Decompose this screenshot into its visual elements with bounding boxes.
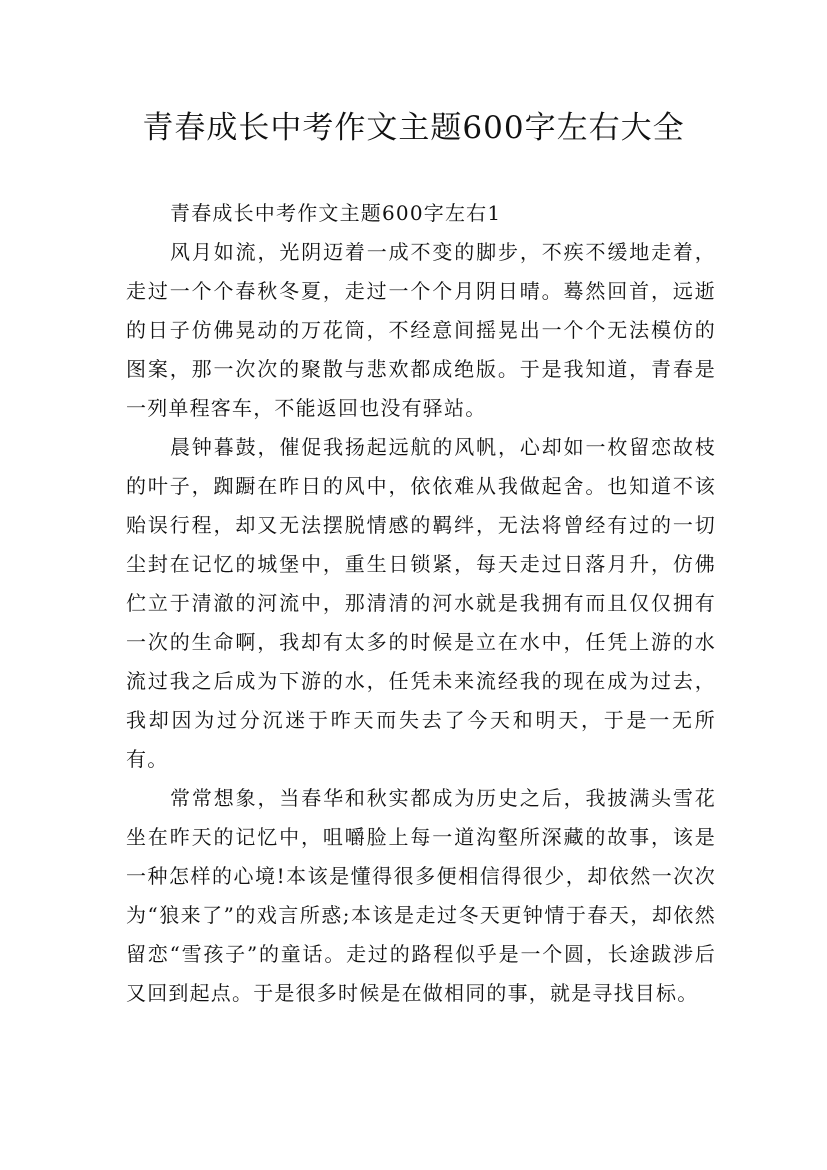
document-title: 青春成长中考作文主题600字左右大全 bbox=[142, 110, 685, 146]
paragraph: 风月如流，光阴迈着一成不变的脚步，不疾不缓地走着，走过一个个春秋冬夏，走过一个个月阴日晴。蓦然回首，远逝的日子仿佛晃动的万花筒，不经意间摇晃出一个个无法模仿的图案，那一次次的聚散与悲欢都成绝版。于是我知道，青春是一列单程客车，不能返回也没有驿站。 bbox=[126, 240, 716, 420]
paragraph: 常常想象，当春华和秋实都成为历史之后，我披满头雪花坐在昨天的记忆中，咀嚼脸上每一道沟壑所深藏的故事，该是一种怎样的心境!本该是懂得很多便相信得很少，却依然一次次为“狼来了”的戏言所惑;本该是走过冬天更钟情于春天，却依然留恋“雪孩子”的童话。走过的路程似乎是一个圆，长途跋涉后又回到起点。于是很多时候是在做相同的事，就是寻找目标。 bbox=[126, 786, 716, 1005]
essay-subheading: 青春成长中考作文主题600字左右1 bbox=[170, 201, 502, 225]
paragraph: 晨钟暮鼓，催促我扬起远航的风帆，心却如一枚留恋故枝的叶子，踟蹰在昨日的风中，依依难从我做起舍。也知道不该贻误行程，却又无法摆脱情感的羁绊，无法将曾经有过的一切尘封在记忆的城堡中，重生日锁紧，每天走过日落月升，仿佛伫立于清澈的河流中，那清清的河水就是我拥有而且仅仅拥有一次的生命啊，我却有太多的时候是立在水中，任凭上游的水流过我之后成为下游的水，任凭未来流经我的现在成为过去，我却因为过分沉迷于昨天而失去了今天和明天，于是一无所有。 bbox=[126, 435, 716, 771]
document-body bbox=[126, 194, 716, 1013]
